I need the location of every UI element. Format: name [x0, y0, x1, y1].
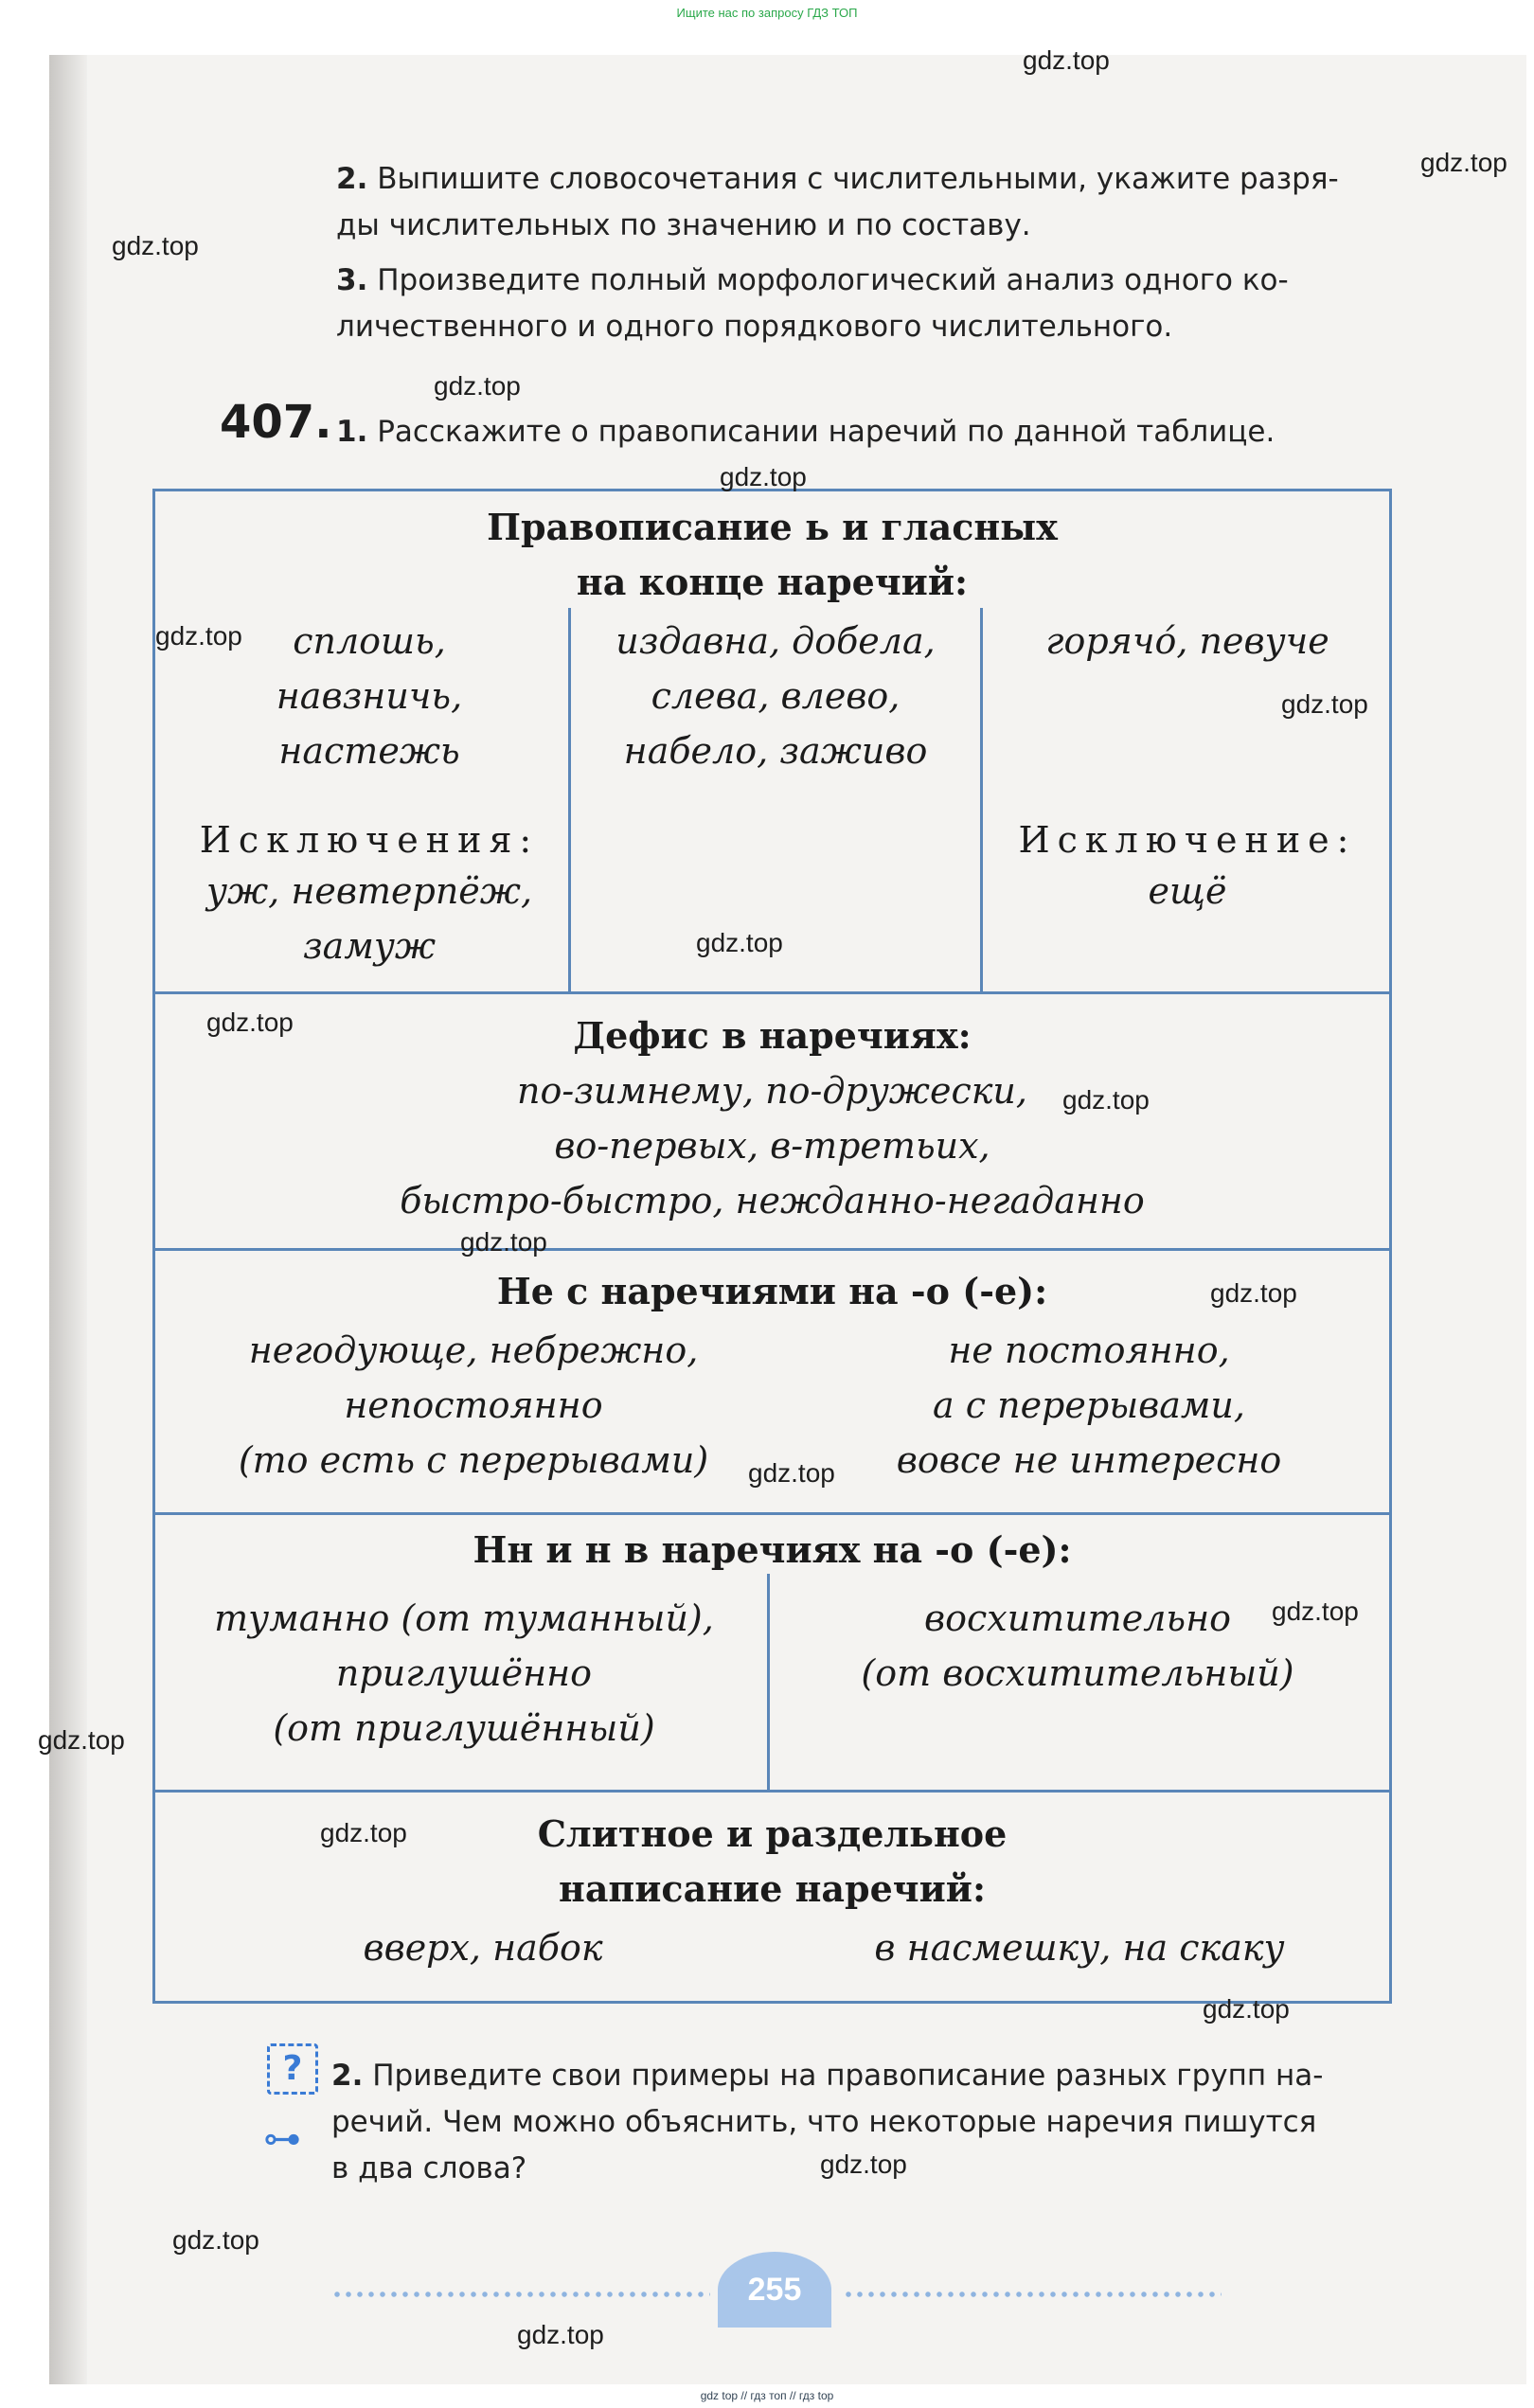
question-line-2: речий. Чем можно объяснить, что некоторые наречия пишутся: [331, 2105, 1317, 2139]
exception-right: [983, 864, 1392, 919]
section-3-title: Не с наречиями на -о (-е):: [496, 1270, 1048, 1312]
exception-word: замуж: [302, 925, 437, 967]
section-4-left: [161, 1591, 767, 1756]
watermark[interactable]: gdz.top: [434, 371, 521, 401]
example-line: по-зимнему, по-дружески,: [517, 1070, 1027, 1112]
task-3-text-cont: личественного и одного порядкового числительного.: [336, 310, 1173, 344]
section-1-title-line1: Правописание ь и гласных: [487, 506, 1058, 548]
book-spine-shadow: [49, 55, 87, 2384]
example-line: туманно (от туманный),: [214, 1597, 714, 1639]
watermark[interactable]: gdz.top: [460, 1227, 547, 1257]
watermark[interactable]: gdz.top: [1023, 45, 1110, 75]
task-2-text: Выпишите словосочетания с числительными, укажите разря-: [377, 162, 1339, 196]
section-1-title-line2: на конце наречий:: [576, 561, 969, 603]
task-3-number: 3.: [336, 263, 368, 297]
dotted-rule-right: [843, 2292, 1222, 2297]
example-line: во-первых, в-третьих,: [554, 1125, 990, 1167]
section-5-title-line2: написание наречий:: [559, 1867, 986, 1910]
question-box-icon: ?: [267, 2043, 318, 2095]
task-2-text-cont: ды числительных по значению и по составу.: [336, 208, 1031, 242]
section-1-col3: [983, 614, 1392, 669]
top-banner[interactable]: Ищите нас по запросу ГДЗ ТОП: [676, 6, 858, 20]
watermark[interactable]: gdz.top: [517, 2320, 604, 2349]
watermark[interactable]: gdz.top: [696, 928, 783, 957]
example-line: а с перерывами,: [933, 1384, 1245, 1426]
task-3: [336, 258, 1406, 350]
exception-word: уж, невтерпёж,: [205, 870, 533, 912]
watermark[interactable]: gdz.top: [320, 1818, 407, 1847]
exercise-number: 407.: [220, 396, 332, 449]
question-number: 2.: [331, 2059, 364, 2093]
watermark[interactable]: gdz.top: [1203, 1994, 1290, 2024]
section-3-right: [805, 1323, 1373, 1488]
section-3-left: [189, 1323, 758, 1488]
section-2: [152, 1008, 1392, 1228]
watermark[interactable]: gdz.top: [720, 462, 807, 491]
watermark[interactable]: gdz.top: [172, 2225, 259, 2255]
watermark[interactable]: gdz.top: [206, 1008, 294, 1037]
watermark[interactable]: gdz.top: [1272, 1596, 1359, 1626]
table-divider: [152, 1790, 1392, 1793]
exceptions-left: [170, 864, 568, 973]
watermark[interactable]: gdz.top: [1420, 148, 1507, 177]
example-word: горячо́, певуче: [1045, 620, 1329, 662]
example-line: непостоянно: [344, 1384, 603, 1426]
section-5-title-line1: Слитное и раздельное: [537, 1812, 1008, 1855]
watermark[interactable]: gdz.top: [1062, 1085, 1150, 1115]
exceptions-label-left: Исключения:: [199, 819, 540, 861]
watermark[interactable]: gdz.top: [820, 2149, 907, 2179]
example-line: негодующе, небрежно,: [248, 1329, 699, 1371]
example-line: быстро-быстро, нежданно-негаданно: [400, 1180, 1145, 1222]
example-word: настежь: [278, 730, 460, 772]
watermark[interactable]: gdz.top: [1210, 1278, 1297, 1308]
task-2-number: 2.: [336, 162, 368, 196]
key-icon: ⊶: [263, 2117, 301, 2161]
exception-label-right: Исключение:: [1018, 819, 1357, 861]
section-5-left: вверх, набок: [363, 1927, 603, 1969]
section-1-title: [152, 500, 1392, 610]
example-word: слева, влево,: [651, 675, 901, 717]
example-line: восхитительно: [923, 1597, 1231, 1639]
section-2-title: Дефис в наречиях:: [573, 1014, 972, 1057]
exercise-task-text: Расскажите о правописании наречий по данной таблице.: [377, 415, 1275, 449]
section-1-col2: [571, 614, 980, 778]
footer-links[interactable]: gdz top // гдз топ // гдз top: [700, 2389, 834, 2402]
example-word: сплошь,: [293, 620, 446, 662]
question-line-3: в два слова?: [331, 2151, 527, 2185]
task-3-text: Произведите полный морфологический анализ одного ко-: [377, 263, 1289, 297]
table-divider: [152, 1512, 1392, 1515]
example-line: (от восхитительный): [861, 1652, 1294, 1694]
section-5-right: в насмешку, на скаку: [874, 1927, 1285, 1969]
watermark[interactable]: gdz.top: [748, 1458, 835, 1488]
exercise-item-number: 1.: [336, 415, 368, 449]
example-line: не постоянно,: [948, 1329, 1230, 1371]
task-2: [336, 156, 1406, 249]
question-line-1: Приведите свои примеры на правописание разных групп на-: [372, 2059, 1324, 2093]
example-word: издавна, добела,: [615, 620, 936, 662]
example-line: вовсе не интересно: [896, 1439, 1282, 1481]
example-line: приглушённо: [335, 1652, 593, 1694]
example-word: набело, заживо: [623, 730, 928, 772]
exception-word: ещё: [1148, 870, 1227, 912]
section-4-title: Нн и н в наречиях на -о (-е):: [473, 1528, 1072, 1571]
page-number: 255: [718, 2252, 831, 2328]
table-divider: [152, 991, 1392, 994]
watermark[interactable]: gdz.top: [1281, 689, 1368, 719]
example-word: навзничь,: [276, 675, 463, 717]
table-divider: [152, 1248, 1392, 1251]
watermark[interactable]: gdz.top: [38, 1725, 125, 1755]
dotted-rule-left: [331, 2292, 710, 2297]
exercise-task: [336, 409, 1406, 455]
watermark[interactable]: gdz.top: [112, 231, 199, 260]
example-line: (от приглушённый): [273, 1707, 655, 1749]
example-line: (то есть с перерывами): [238, 1439, 709, 1481]
watermark[interactable]: gdz.top: [155, 621, 242, 651]
